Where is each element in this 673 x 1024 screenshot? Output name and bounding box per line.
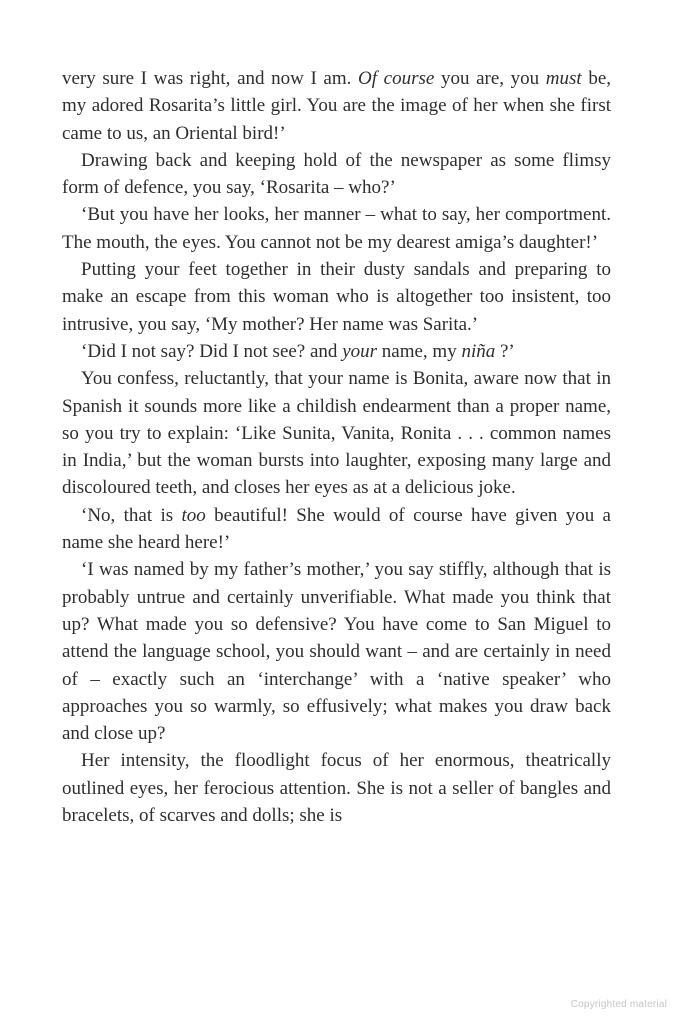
text-run: name, my [377, 340, 462, 362]
paragraph [62, 65, 611, 147]
text-run: Drawing back and keeping hold of the newspaper as some flimsy form of defence, you say, ‘Rosarita – who?’ [62, 149, 611, 199]
paragraph [62, 747, 611, 829]
paragraph [62, 201, 611, 256]
italic-text-run: too [181, 504, 206, 526]
text-run: you are, you [434, 68, 546, 89]
text-run: ‘Did I not say? Did I not see? and [81, 340, 343, 362]
paragraph [62, 338, 611, 365]
text-run: You confess, reluctantly, that your name is Bonita, aware now that in Spanish it sounds more like a childish endearment than a proper name, so you try to explain: ‘Like Sunita, Vanita, Ronita . . . common names in India,’ but the woman bursts into laughter, exposing many large and discoloured teeth, and closes her eyes as at a delicious joke. [62, 368, 611, 499]
text-run: Her intensity, the floodlight focus of her enormous, theatrically outlined eyes, her ferocious attention. She is not a seller of bangles and bracelets, of scarves and dolls; she is [62, 750, 611, 827]
paragraph [62, 365, 611, 501]
text-run: be, my adored Rosarita’s little girl. You are the image of her when she first came to us, an Oriental bird!’ [62, 68, 612, 144]
text-run: beautiful! She would of course have given you a name she heard here!’ [62, 504, 611, 554]
text-run: ?’ [495, 340, 515, 362]
text-run: ‘But you have her looks, her manner – what to say, her comportment. The mouth, the eyes. You cannot not be my dearest amiga’s daughter!’ [62, 204, 611, 253]
page-text [62, 65, 611, 829]
text-run: very sure I was right, and now I am. [62, 68, 359, 89]
paragraph [62, 147, 611, 202]
paragraph [62, 502, 611, 557]
copyright-notice: Copyrighted material [570, 999, 667, 1010]
italic-text-run: your [342, 340, 378, 362]
italic-text-run: Of course [358, 68, 435, 89]
text-run: ‘I was named by my father’s mother,’ you say stiffly, although that is probably untrue and certainly unverifiable. What made you think that up? What made you so defensive? You have come to San Miguel to attend the language school, you should want – and are certainly in need of – exactly such an ‘interchange’ with a ‘native speaker’ who approaches you so warmly, so effusively; what makes you draw back and close up? [62, 559, 611, 745]
text-run: Putting your feet together in their dusty sandals and preparing to make an escape from this woman who is altogether too insistent, too intrusive, you say, ‘My mother? Her name was Sarita.’ [62, 259, 611, 335]
text-run: ‘No, that is [81, 504, 182, 526]
italic-text-run: niña [461, 340, 496, 362]
paragraph [62, 556, 611, 747]
paragraph [62, 256, 611, 338]
italic-text-run: must [545, 68, 582, 89]
